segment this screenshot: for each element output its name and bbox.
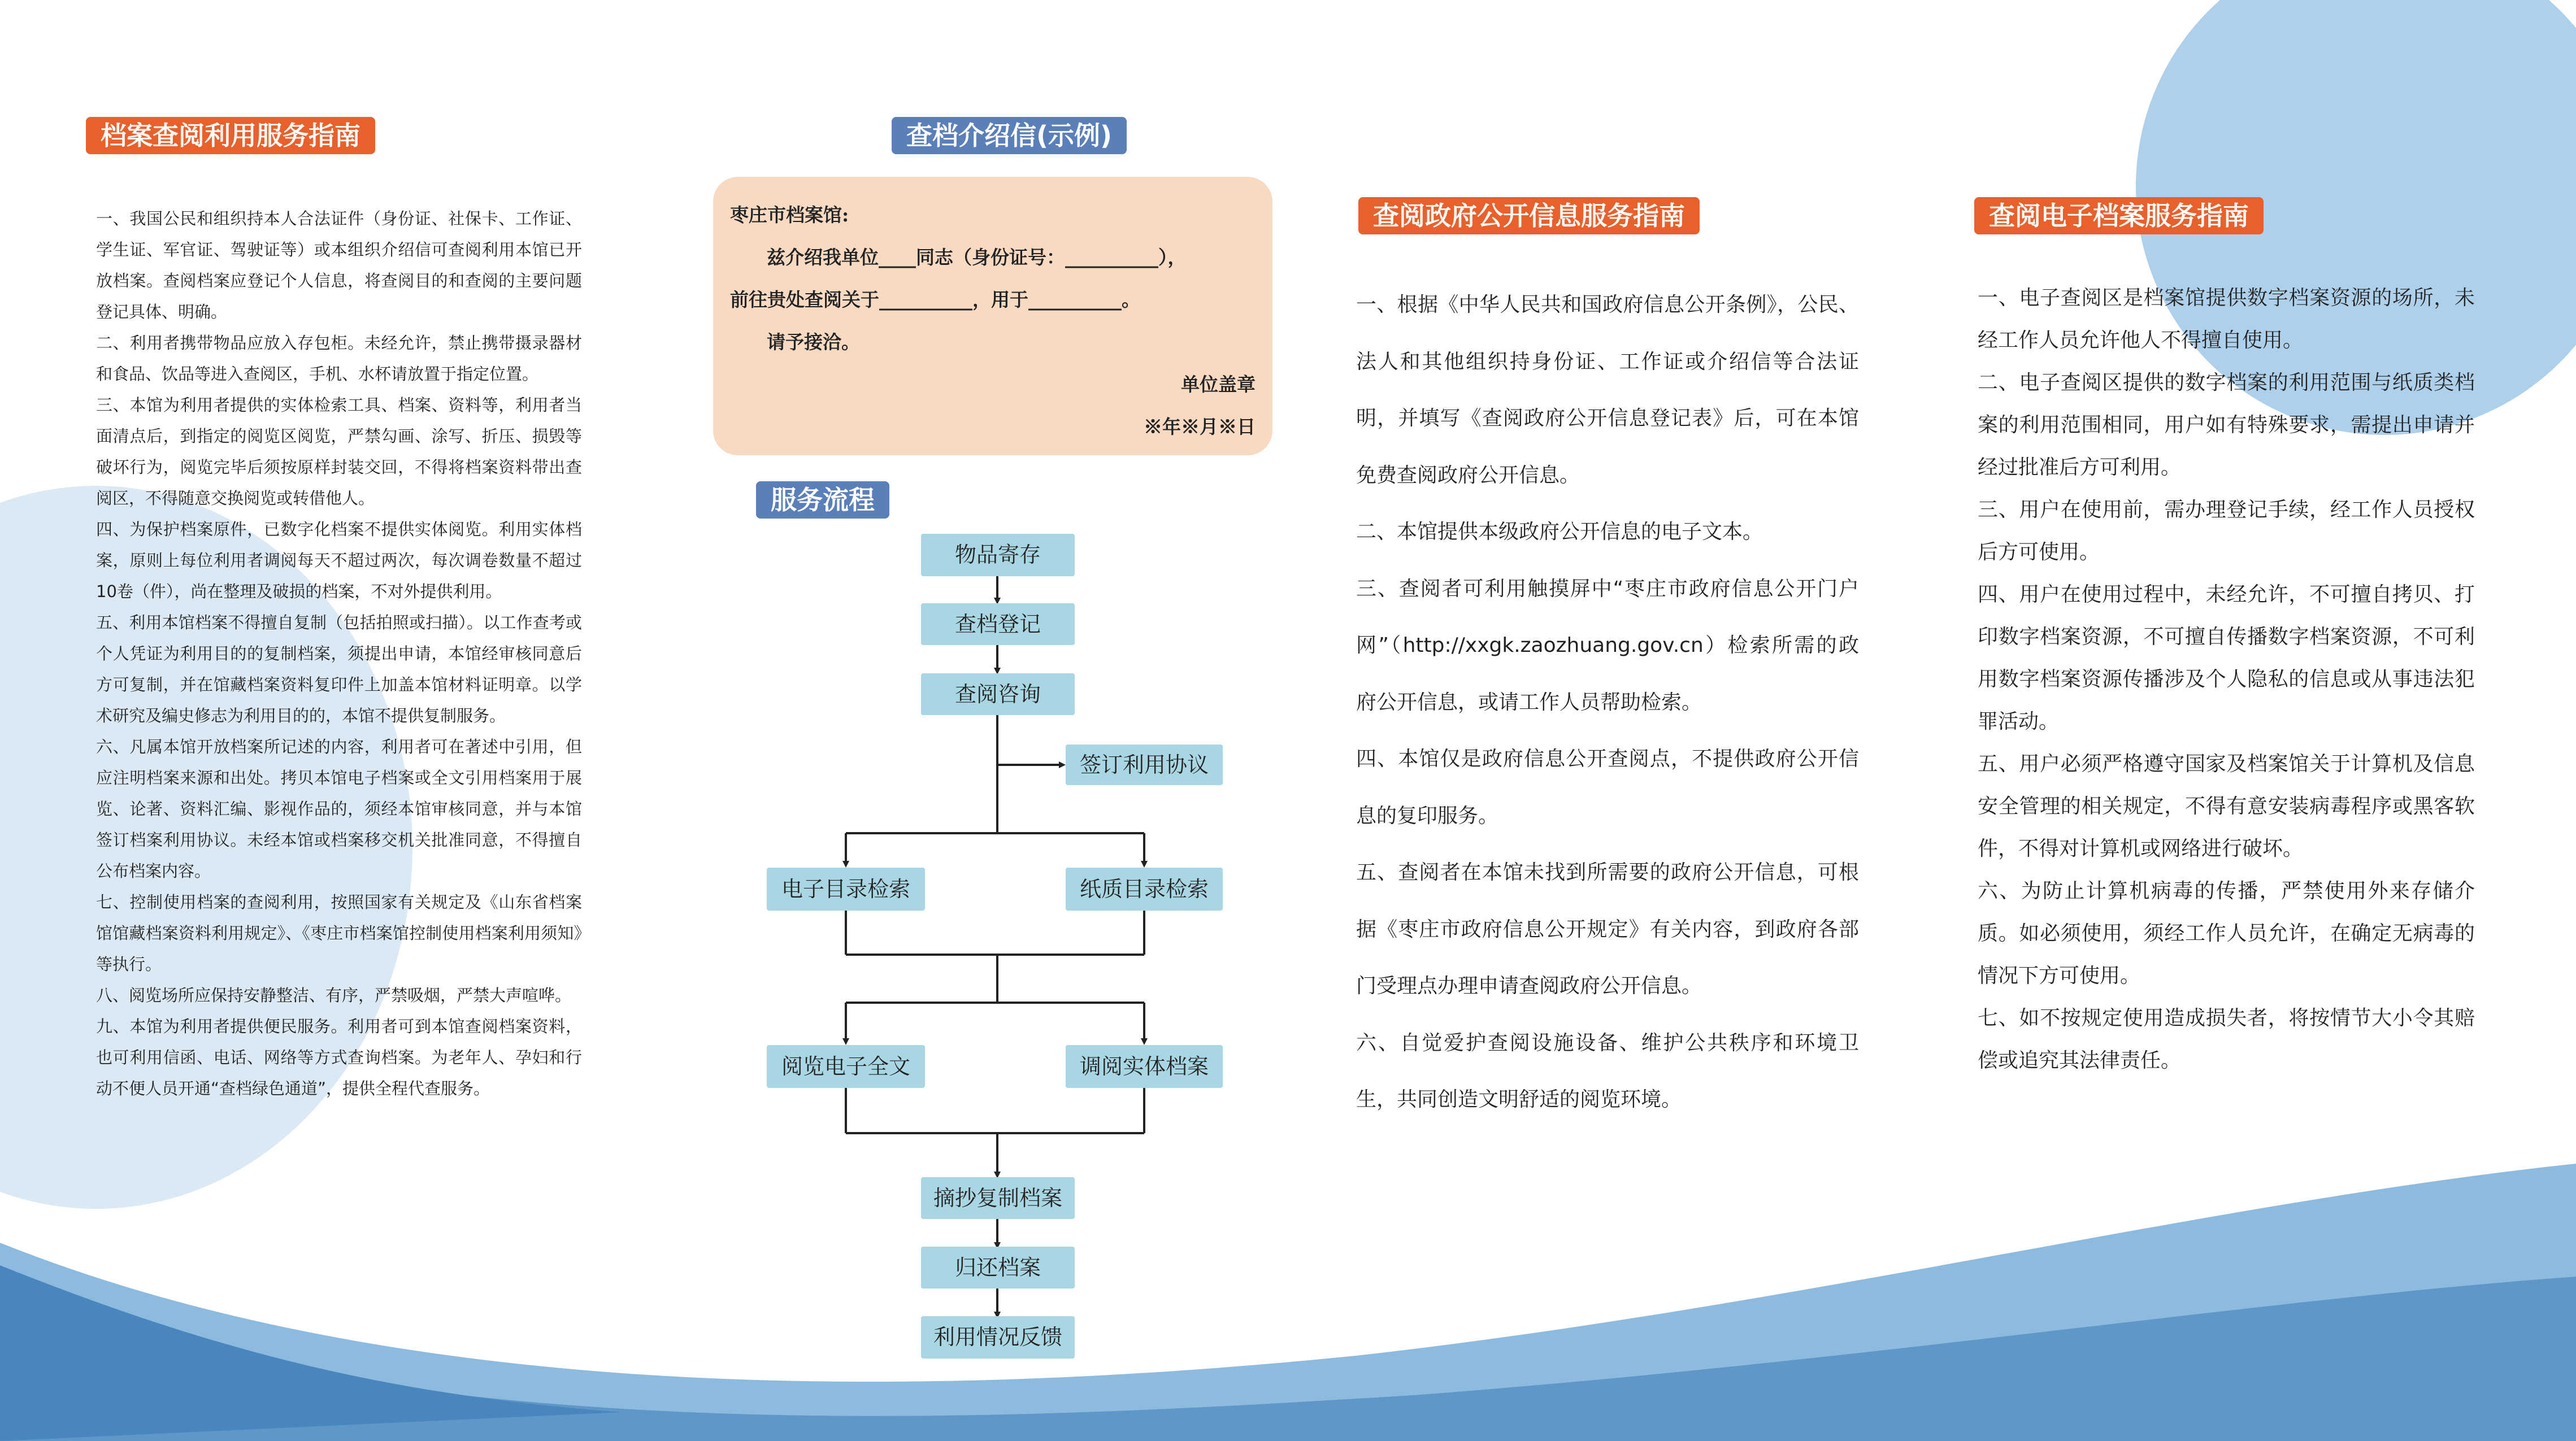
guide4-body — [1978, 277, 2475, 1082]
letter-title: 查档介绍信(示例) — [892, 117, 1127, 154]
guide3-paragraph: 六、自觉爱护查阅设施设备、维护公共秩序和环境卫生，共同创造文明舒适的阅览环境。 — [1356, 1031, 1859, 1111]
guide3-paragraph: 二、本馆提供本级政府公开信息的电子文本。 — [1356, 520, 1763, 543]
flow-step-e-catalog: 电子目录检索 — [767, 868, 925, 911]
flow-step-consult: 查阅咨询 — [921, 673, 1075, 715]
guide1-paragraph: 五、利用本馆档案不得擅自复制（包括拍照或扫描）。以工作查考或个人凭证为利用目的的复制档案，须提出申请，本馆经审核同意后方可复制，并在馆藏档案资料复印件上加盖本馆材料证明章。以学术研究及编史修志为利用目的的，本馆不提供复制服务。 — [96, 613, 582, 725]
guide4-paragraph: 二、电子查阅区提供的数字档案的利用范围与纸质类档案的利用范围相同，用户如有特殊要求，需提出申请并经过批准后方可利用。 — [1978, 371, 2475, 479]
guide4-paragraph: 五、用户必须严格遵守国家及档案馆关于计算机及信息安全管理的相关规定，不得有意安装病毒程序或黑客软件，不得对计算机或网络进行破坏。 — [1978, 752, 2475, 860]
letter-date: ※年※月※日 — [1144, 416, 1256, 438]
guide1-title: 档案查阅利用服务指南 — [86, 117, 375, 154]
guide4-paragraph: 七、如不按规定使用造成损失者，将按情节大小令其赔偿或追究其法律责任。 — [1978, 1007, 2475, 1072]
guide3-paragraph: 三、查阅者可利用触摸屏中“枣庄市政府信息公开门户网”（http://xxgk.zaozhuang.gov.cn）检索所需的政府公开信息，或请工作人员帮助检索。 — [1356, 577, 1859, 714]
letter-line: 请予接洽。 — [767, 331, 860, 353]
letter-line: 兹介绍我单位____同志（身份证号：__________）， — [767, 246, 1187, 268]
flow-step-e-fulltext: 阅览电子全文 — [767, 1045, 925, 1088]
flow-step-deposit: 物品寄存 — [921, 534, 1075, 576]
flow-step-agreement: 签订利用协议 — [1066, 745, 1223, 785]
flow-step-register: 查档登记 — [921, 603, 1075, 645]
flow-step-physical: 调阅实体档案 — [1066, 1045, 1223, 1088]
guide1-paragraph: 一、我国公民和组织持本人合法证件（身份证、社保卡、工作证、学生证、军官证、驾驶证等）或本组织介绍信可查阅利用本馆已开放档案。查阅档案应登记个人信息，将查阅目的和查阅的主要问题登记具体、明确。 — [96, 209, 582, 321]
guide1-paragraph: 九、本馆为利用者提供便民服务。利用者可到本馆查阅档案资料，也可利用信函、电话、网络等方式查询档案。为老年人、孕妇和行动不便人员开通“查档绿色通道”，提供全程代查服务。 — [96, 1017, 582, 1098]
flow-step-copy: 摘抄复制档案 — [921, 1177, 1075, 1219]
guide3-title: 查阅政府公开信息服务指南 — [1358, 197, 1700, 234]
guide3-body — [1356, 277, 1859, 1129]
letter-addressee: 枣庄市档案馆: — [730, 204, 849, 226]
guide3-paragraph: 五、查阅者在本馆未找到所需要的政府公开信息，可根据《枣庄市政府信息公开规定》有关内容，到政府各部门受理点办理申请查阅政府公开信息。 — [1356, 861, 1859, 998]
flow-step-feedback: 利用情况反馈 — [921, 1316, 1075, 1359]
guide4-title: 查阅电子档案服务指南 — [1974, 197, 2264, 234]
guide1-paragraph: 二、利用者携带物品应放入存包柜。未经允许，禁止携带摄录器材和食品、饮品等进入查阅区，手机、水杯请放置于指定位置。 — [96, 333, 582, 384]
guide3-paragraph: 一、根据《中华人民共和国政府信息公开条例》，公民、法人和其他组织持身份证、工作证或介绍信等合法证明，并填写《查阅政府公开信息登记表》后，可在本馆免费查阅政府公开信息。 — [1356, 293, 1859, 487]
guide1-paragraph: 六、凡属本馆开放档案所记述的内容，利用者可在著述中引用，但应注明档案来源和出处。拷贝本馆电子档案或全文引用档案用于展览、论著、资料汇编、影视作品的，须经本馆审核同意，并与本馆签订档案利用协议。未经本馆或档案移交机关批准同意，不得擅自公布档案内容。 — [96, 737, 582, 881]
flow-title: 服务流程 — [756, 481, 889, 519]
guide3-paragraph: 四、本馆仅是政府信息公开查阅点，不提供政府公开信息的复印服务。 — [1356, 747, 1859, 828]
flow-step-return: 归还档案 — [921, 1247, 1075, 1288]
letter-line: 前往贵处查阅关于__________，用于__________。 — [730, 289, 1140, 311]
guide4-paragraph: 四、用户在使用过程中，未经允许，不可擅自拷贝、打印数字档案资源，不可擅自传播数字档案资源，不可利用数字档案资源传播涉及个人隐私的信息或从事违法犯罪活动。 — [1978, 583, 2475, 733]
flow-step-paper-catalog: 纸质目录检索 — [1066, 868, 1223, 911]
guide4-paragraph: 六、为防止计算机病毒的传播，严禁使用外来存储介质。如必须使用，须经工作人员允许，在确定无病毒的情况下方可使用。 — [1978, 880, 2475, 987]
letter-stamp: 单位盖章 — [1181, 373, 1256, 395]
guide4-paragraph: 一、电子查阅区是档案馆提供数字档案资源的场所，未经工作人员允许他人不得擅自使用。 — [1978, 286, 2475, 352]
guide4-paragraph: 三、用户在使用前，需办理登记手续，经工作人员授权后方可使用。 — [1978, 498, 2475, 564]
guide1-paragraph: 三、本馆为利用者提供的实体检索工具、档案、资料等，利用者当面清点后，到指定的阅览区阅览，严禁勾画、涂写、折压、损毁等破坏行为，阅览完毕后须按原样封装交回，不得将档案资料带出查阅区，不得随意交换阅览或转借他人。 — [96, 395, 582, 508]
guide1-paragraph: 四、为保护档案原件，已数字化档案不提供实体阅览。利用实体档案，原则上每位利用者调阅每天不超过两次，每次调卷数量不超过10卷（件），尚在整理及破损的档案，不对外提供利用。 — [96, 520, 582, 601]
guide1-paragraph: 七、控制使用档案的查阅利用，按照国家有关规定及《山东省档案馆馆藏档案资料利用规定》、《枣庄市档案馆控制使用档案利用须知》等执行。 — [96, 893, 582, 974]
guide1-paragraph: 八、阅览场所应保持安静整洁、有序，严禁吸烟，严禁大声喧哗。 — [96, 986, 572, 1005]
